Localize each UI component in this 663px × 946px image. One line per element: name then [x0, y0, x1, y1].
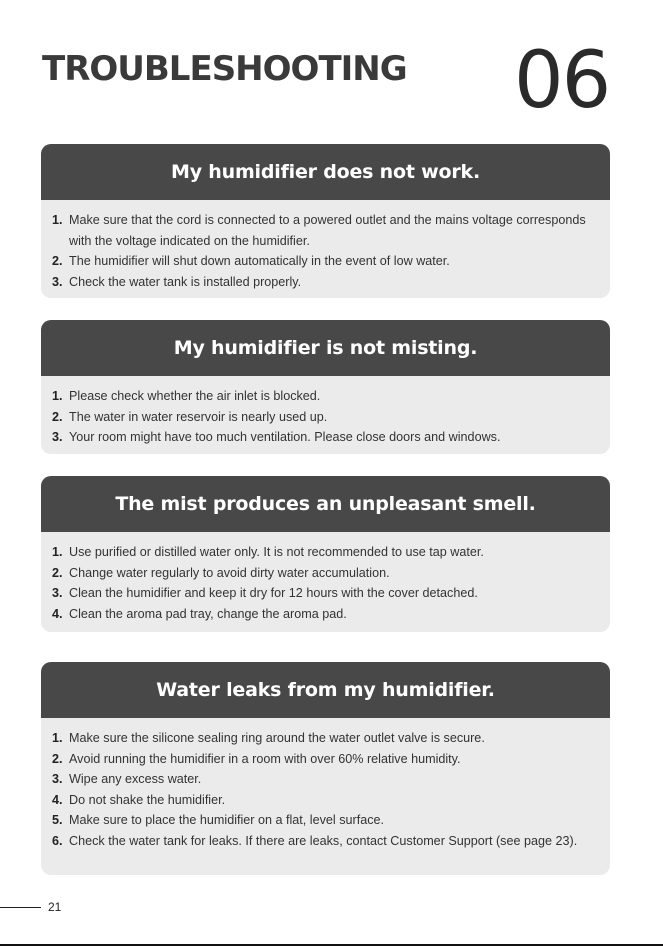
troubleshooting-section-leaks	[41, 662, 610, 875]
item-text: Check the water tank for leaks. If there are leaks, contact Customer Support (see page 23).	[69, 833, 578, 848]
item-number: 2.	[52, 409, 63, 424]
troubleshooting-section-not-misting	[41, 320, 610, 454]
solution-list	[41, 376, 610, 454]
item-number: 1.	[52, 213, 63, 227]
list-item	[52, 728, 592, 749]
item-number: 2.	[52, 565, 63, 580]
list-item	[52, 427, 592, 448]
solution-list	[41, 200, 610, 298]
list-item	[52, 386, 592, 407]
list-item	[52, 790, 592, 811]
solution-list	[41, 718, 610, 862]
list-item	[52, 272, 592, 293]
list-item	[52, 749, 592, 770]
item-text: Use purified or distilled water only. It is not recommended to use tap water.	[69, 545, 484, 559]
item-number: 3.	[52, 586, 63, 601]
page-number: 21	[48, 900, 62, 914]
solution-list	[41, 532, 610, 632]
list-item	[52, 407, 592, 428]
list-item	[52, 251, 592, 272]
item-text: Wipe any excess water.	[69, 772, 202, 787]
item-text: Make sure the silicone sealing ring around the water outlet valve is secure.	[69, 731, 485, 745]
item-text: Change water regularly to avoid dirty water accumulation.	[69, 565, 390, 580]
item-number: 3.	[52, 274, 63, 289]
item-text: Your room might have too much ventilation. Please close doors and windows.	[69, 430, 501, 445]
troubleshooting-section-not-working	[41, 144, 610, 298]
item-number: 1.	[52, 731, 63, 745]
list-item	[52, 810, 592, 831]
footer-rule	[0, 907, 41, 908]
item-text: Clean the aroma pad tray, change the aroma pad.	[69, 606, 347, 621]
item-number: 1.	[52, 389, 63, 403]
item-number: 2.	[52, 751, 63, 766]
item-text: Check the water tank is installed properly.	[69, 274, 302, 289]
item-text: Avoid running the humidifier in a room with over 60% relative humidity.	[69, 751, 461, 766]
list-item	[52, 210, 592, 251]
troubleshooting-section-smell	[41, 476, 610, 632]
item-text: Make sure to place the humidifier on a flat, level surface.	[69, 813, 385, 828]
item-number: 5.	[52, 813, 63, 828]
item-text: Please check whether the air inlet is blocked.	[69, 389, 321, 403]
item-number: 4.	[52, 792, 63, 807]
list-item	[52, 604, 592, 625]
list-item	[52, 769, 592, 790]
item-number: 1.	[52, 545, 63, 559]
item-number: 2.	[52, 254, 63, 269]
item-text: The humidifier will shut down automatically in the event of low water.	[69, 254, 450, 269]
item-text: Make sure that the cord is connected to a powered outlet and the mains voltage corresponds with the voltage indicated on the humidifier.	[69, 213, 586, 248]
item-number: 3.	[52, 772, 63, 787]
section-heading: My humidifier is not misting.	[41, 320, 610, 376]
section-heading: The mist produces an unpleasant smell.	[41, 476, 610, 532]
item-number: 3.	[52, 430, 63, 445]
section-heading: My humidifier does not work.	[41, 144, 610, 200]
section-heading: Water leaks from my humidifier.	[41, 662, 610, 718]
list-item	[52, 563, 592, 584]
item-number: 4.	[52, 606, 63, 621]
list-item	[52, 583, 592, 604]
chapter-number: 06	[514, 36, 610, 126]
item-text: Do not shake the humidifier.	[69, 792, 226, 807]
list-item	[52, 831, 592, 852]
list-item	[52, 542, 592, 563]
item-text: The water in water reservoir is nearly used up.	[69, 409, 328, 424]
item-number: 6.	[52, 833, 63, 848]
page-title: TROUBLESHOOTING	[42, 49, 407, 89]
item-text: Clean the humidifier and keep it dry for 12 hours with the cover detached.	[69, 586, 478, 601]
